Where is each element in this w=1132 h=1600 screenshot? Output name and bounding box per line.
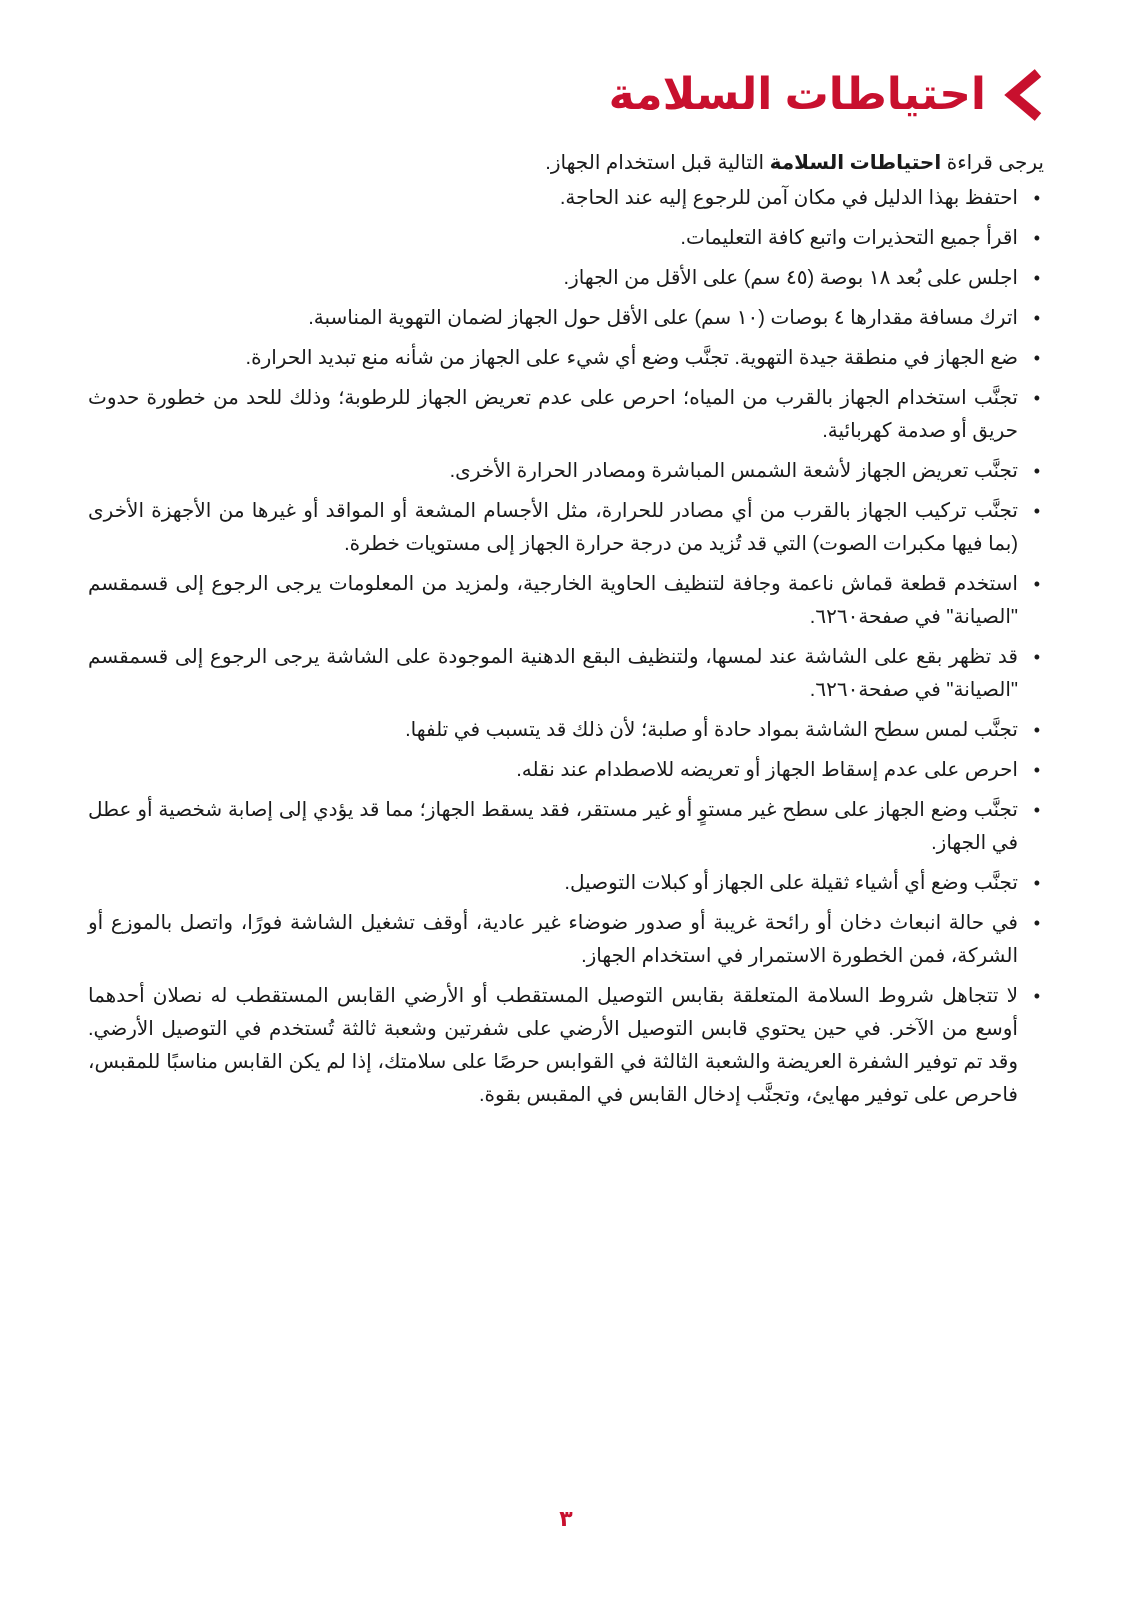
list-item (88, 867, 1044, 900)
list-item (88, 641, 1044, 707)
list-item (88, 495, 1044, 561)
intro-paragraph (88, 146, 1044, 180)
bullet-icon: • (1033, 348, 1040, 368)
list-item-text: تجنَّب تعريض الجهاز لأشعة الشمس المباشرة ومصادر الحرارة الأخرى. (449, 460, 1018, 482)
bullet-icon: • (1033, 188, 1040, 208)
list-item (88, 222, 1044, 255)
section-header (88, 60, 1044, 130)
bullet-icon: • (1033, 268, 1040, 288)
list-item (88, 302, 1044, 335)
list-item-text: ضع الجهاز في منطقة جيدة التهوية. تجنَّب وضع أي شيء على الجهاز من شأنه منع تبديد الحرارة. (245, 347, 1018, 369)
list-item-text: استخدم قطعة قماش ناعمة وجافة لتنظيف الحاوية الخارجية، ولمزيد من المعلومات يرجى الرجوع إلى قسمقسم "الصيانة" في صفحة٦٢٦٠. (88, 573, 1018, 628)
list-item-text: لا تتجاهل شروط السلامة المتعلقة بقابس التوصيل المستقطب أو الأرضي القابس المستقطب له نصلان أحدهما أوسع من الآخر. في حين يحتوي قابس التوصيل الأرضي على شفرتين وشعبة ثالثة تُستخدم في التوصيل الأرضي. وقد تم توفير الشفرة العريضة والشعبة الثالثة في القوابس حرصًا على سلامتك، إذا لم يكن القابس مناسبًا للمقبس، فاحرص على توفير مهايئ، وتجنَّب إدخال القابس في المقبس بقوة. (88, 985, 1018, 1106)
intro-text-after: التالية قبل استخدام الجهاز. (545, 152, 770, 174)
list-item (88, 754, 1044, 787)
safety-precautions-list (88, 182, 1044, 1112)
list-item-text: اقرأ جميع التحذيرات واتبع كافة التعليمات. (680, 227, 1018, 249)
list-item (88, 342, 1044, 375)
bullet-icon: • (1033, 800, 1040, 820)
list-item-text: تجنَّب وضع الجهاز على سطح غير مستوٍ أو غير مستقر، فقد يسقط الجهاز؛ مما قد يؤدي إلى إصابة شخصية أو عطل في الجهاز. (88, 799, 1018, 854)
bullet-icon: • (1033, 986, 1040, 1006)
bullet-icon: • (1033, 720, 1040, 740)
bullet-icon: • (1033, 308, 1040, 328)
page-title: احتياطات السلامة (608, 70, 986, 119)
bullet-icon: • (1033, 228, 1040, 248)
list-item (88, 182, 1044, 215)
list-item-text: احرص على عدم إسقاط الجهاز أو تعريضه للاصطدام عند نقله. (516, 759, 1018, 781)
list-item-text: تجنَّب وضع أي أشياء ثقيلة على الجهاز أو كبلات التوصيل. (564, 872, 1018, 894)
bullet-icon: • (1033, 461, 1040, 481)
list-item-text: تجنَّب لمس سطح الشاشة بمواد حادة أو صلبة؛ لأن ذلك قد يتسبب في تلفها. (405, 719, 1018, 741)
list-item-text: في حالة انبعاث دخان أو رائحة غريبة أو صدور ضوضاء غير عادية، أوقف تشغيل الشاشة فورًا، واتصل بالموزع أو الشركة، فمن الخطورة الاستمرار في استخدام الجهاز. (88, 912, 1018, 967)
list-item (88, 714, 1044, 747)
page-number: ٣ (559, 1506, 573, 1531)
list-item-text: احتفظ بهذا الدليل في مكان آمن للرجوع إليه عند الحاجة. (559, 187, 1018, 209)
list-item (88, 907, 1044, 973)
list-item-text: اجلس على بُعد ١٨ بوصة (٤٥ سم) على الأقل من الجهاز. (563, 267, 1018, 289)
bullet-icon: • (1033, 873, 1040, 893)
intro-text-bold: احتياطات السلامة (769, 152, 942, 174)
list-item (88, 382, 1044, 448)
bullet-icon: • (1033, 913, 1040, 933)
list-item (88, 980, 1044, 1112)
list-item (88, 262, 1044, 295)
bullet-icon: • (1033, 647, 1040, 667)
list-item (88, 568, 1044, 634)
list-item (88, 794, 1044, 860)
list-item-text: قد تظهر بقع على الشاشة عند لمسها، ولتنظيف البقع الدهنية الموجودة على الشاشة يرجى الرجوع إلى قسمقسم "الصيانة" في صفحة٦٢٦٠. (88, 646, 1018, 701)
intro-text-before: يرجى قراءة (941, 152, 1044, 174)
bullet-icon: • (1033, 574, 1040, 594)
bullet-icon: • (1033, 388, 1040, 408)
document-page (88, 60, 1044, 1119)
list-item-text: اترك مسافة مقدارها ٤ بوصات (١٠ سم) على الأقل حول الجهاز لضمان التهوية المناسبة. (308, 307, 1018, 329)
bullet-icon: • (1033, 501, 1040, 521)
list-item-text: تجنَّب تركيب الجهاز بالقرب من أي مصادر للحرارة، مثل الأجسام المشعة أو المواقد أو غيرها من الأجهزة الأخرى (بما فيها مكبرات الصوت) التي قد تُزيد من درجة حرارة الجهاز إلى مستويات خطرة. (88, 500, 1018, 555)
bullet-icon: • (1033, 760, 1040, 780)
list-item (88, 455, 1044, 488)
list-item-text: تجنَّب استخدام الجهاز بالقرب من المياه؛ احرص على عدم تعريض الجهاز للرطوبة؛ وذلك للحد من خطورة حدوث حريق أو صدمة كهربائية. (88, 387, 1018, 442)
chevron-left-icon (1004, 67, 1044, 123)
